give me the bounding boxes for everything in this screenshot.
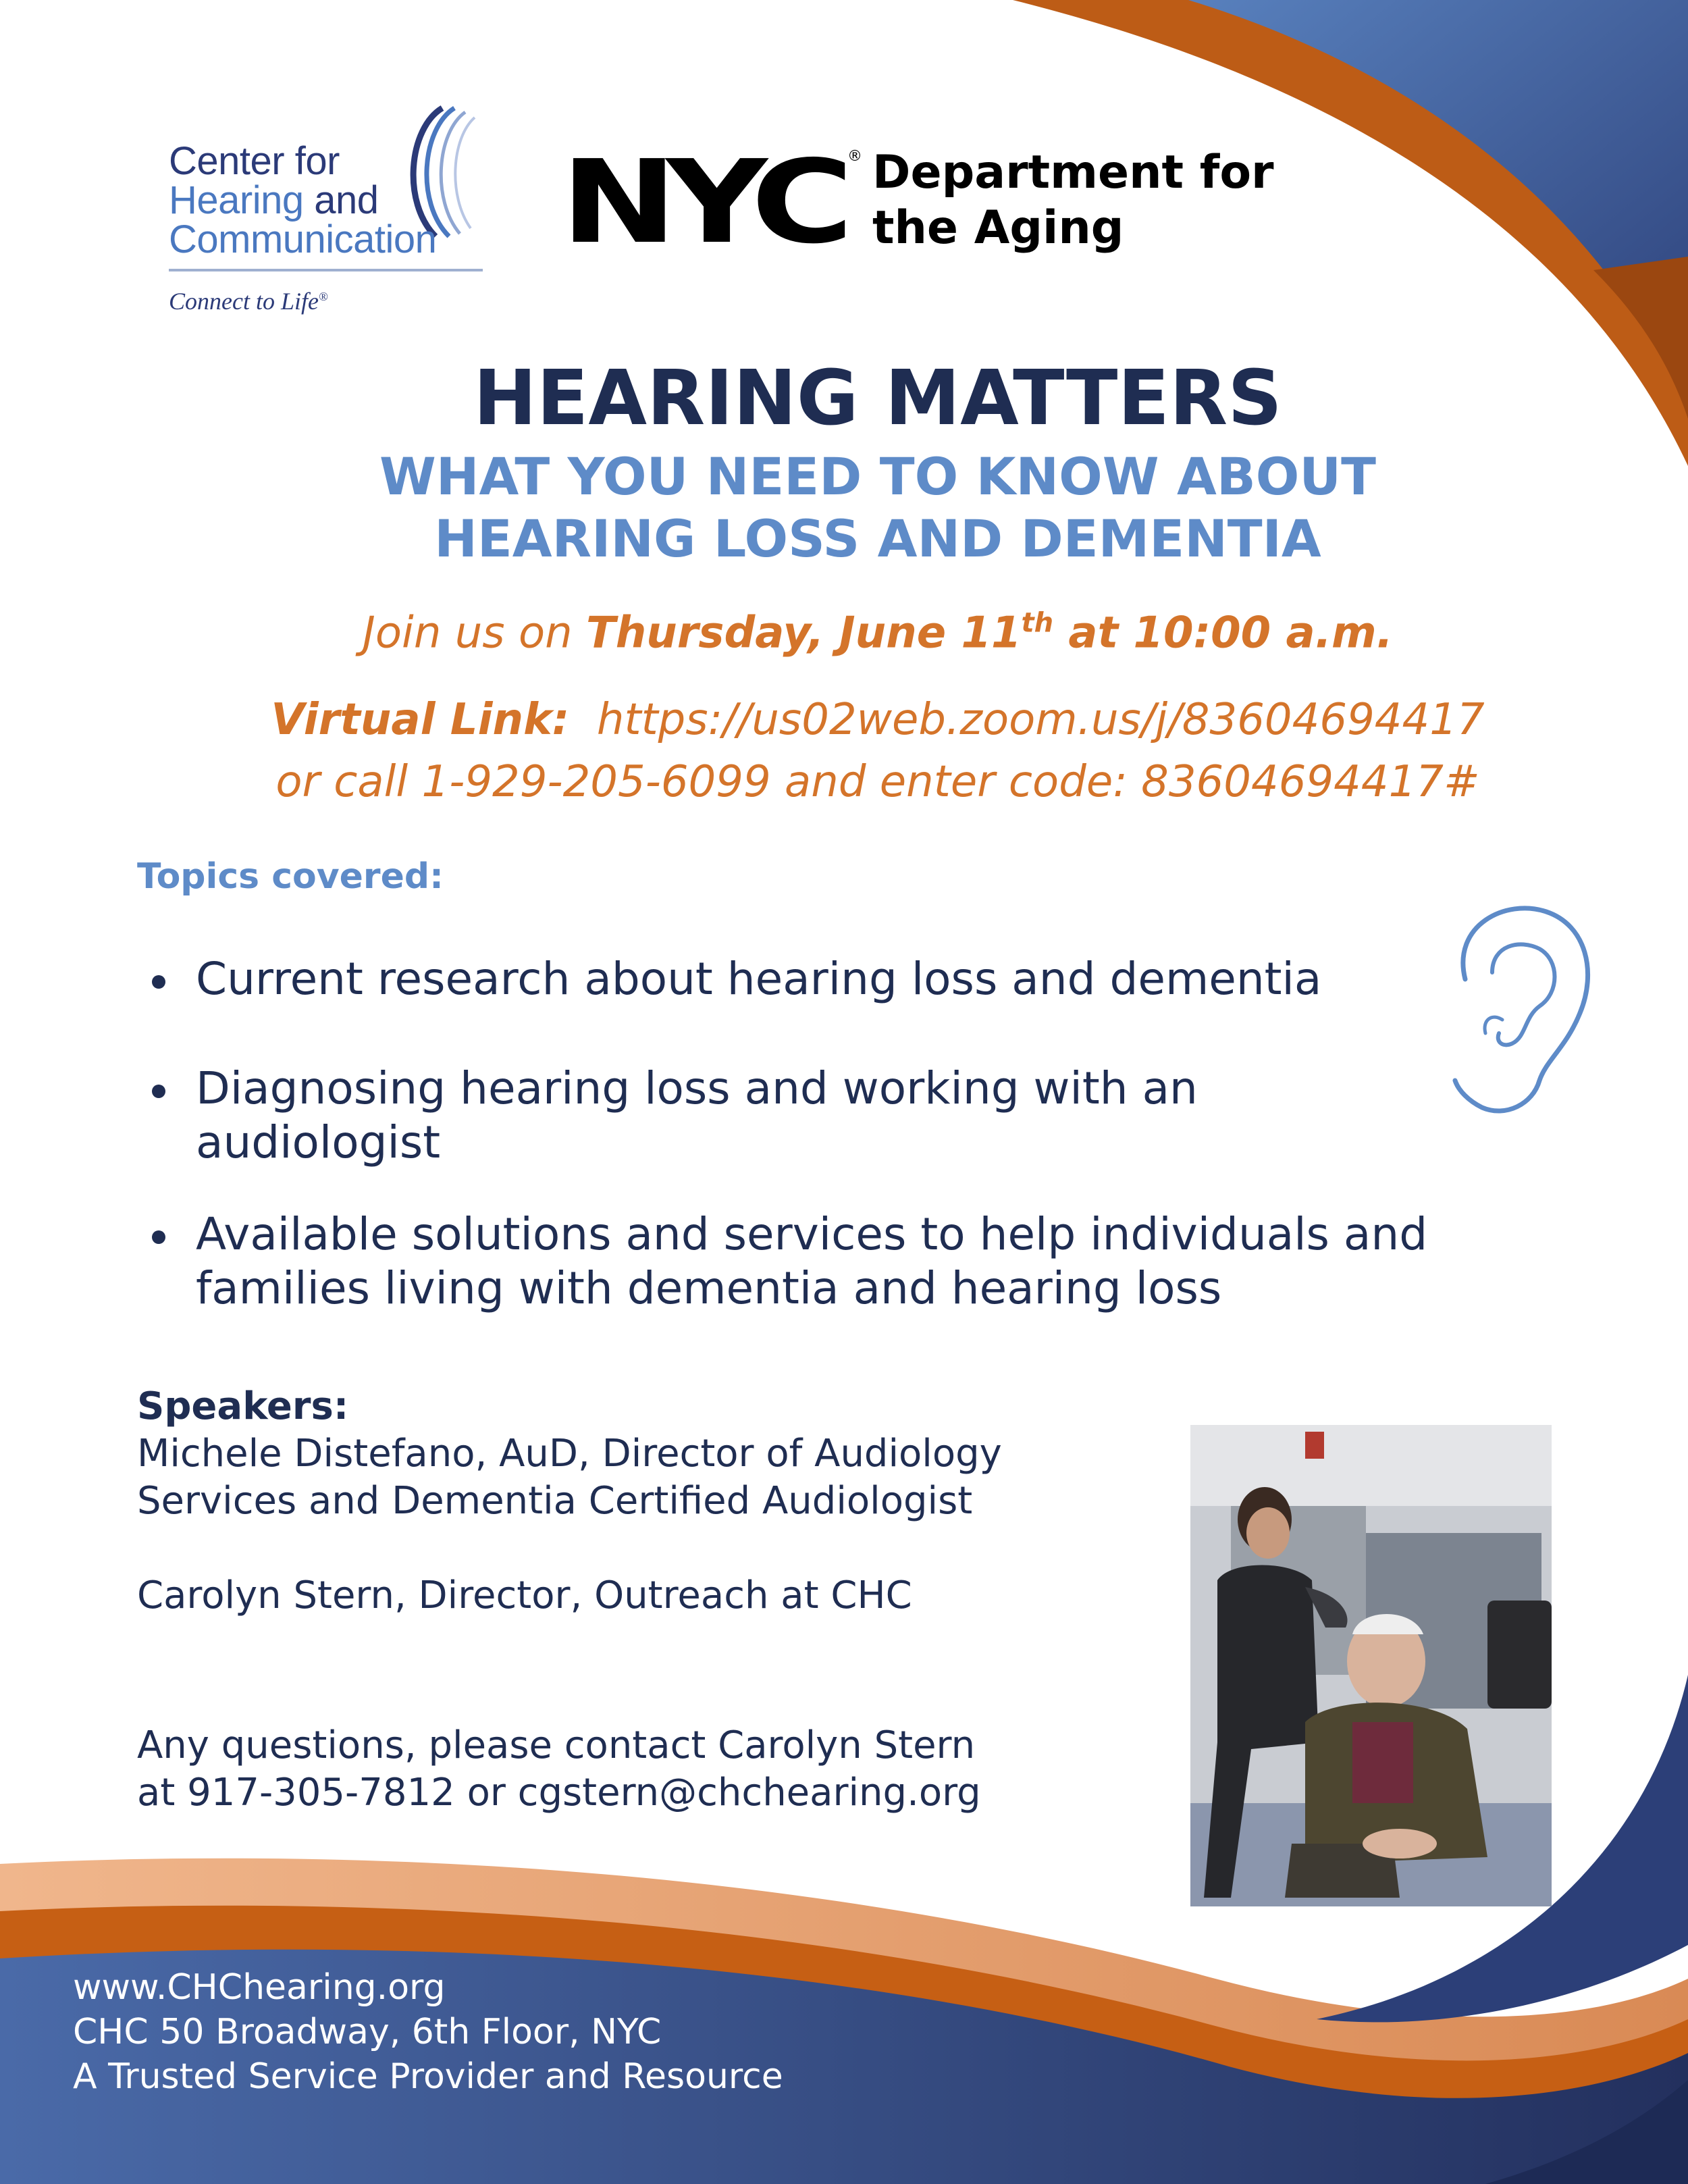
- nyc-dept-line1: Department for: [872, 146, 1274, 199]
- nyc-wordmark: NYC: [560, 136, 843, 269]
- topics-heading: Topics covered:: [137, 856, 444, 897]
- topic-text: Diagnosing hearing loss and working with an audiologist: [196, 1062, 1198, 1168]
- speaker1-line2: Services and Dementia Certified Audiologist: [137, 1479, 973, 1523]
- footer-tagline: A Trusted Service Provider and Resource: [73, 2056, 783, 2097]
- bullet-dot: [152, 975, 165, 989]
- ear-icon: [1445, 898, 1600, 1121]
- event-date-line: [0, 608, 1688, 658]
- topic-text: Available solutions and services to help individuals and families living with dementia and hearing loss: [196, 1208, 1428, 1314]
- subtitle-line1: WHAT YOU NEED TO KNOW ABOUT: [379, 446, 1376, 506]
- zoom-link[interactable]: https://us02web.zoom.us/j/83604694417: [596, 695, 1485, 745]
- speakers-heading: Speakers:: [137, 1384, 349, 1428]
- footer: [73, 1965, 783, 2099]
- chc-logo-hearing: Hearing: [169, 178, 315, 222]
- join-prefix: Join us on: [363, 608, 587, 658]
- virtual-link-block: [0, 689, 1688, 813]
- spacer: [137, 1525, 1002, 1572]
- virtual-link-label: Virtual Link:: [271, 695, 570, 745]
- speakers-section: [137, 1383, 1002, 1619]
- nyc-aging-logo: [560, 136, 1290, 269]
- chc-logo: [169, 101, 486, 324]
- event-time: at 10:00 a.m.: [1053, 608, 1393, 658]
- contact-info: [137, 1722, 981, 1817]
- nyc-dept-line2: the Aging: [872, 201, 1124, 255]
- event-day: Thursday, June 11: [586, 608, 1022, 658]
- virtual-link-line: [0, 689, 1688, 751]
- chc-logo-and: and: [314, 178, 379, 222]
- nyc-registered-mark: ®: [847, 148, 862, 165]
- chc-tagline-mark: ®: [318, 290, 328, 303]
- chc-tagline-text: Connect to Life: [169, 288, 319, 315]
- subtitle-line2: HEARING LOSS AND DEMENTIA: [434, 509, 1321, 569]
- chc-logo-rule: [169, 269, 483, 271]
- call-in-line: or call 1-929-205-6099 and enter code: 83604694417#: [275, 757, 1480, 807]
- bullet-dot: [152, 1085, 165, 1098]
- audiologist-photo: [1190, 1425, 1552, 1906]
- topic-text: Current research about hearing loss and dementia: [196, 953, 1322, 1005]
- event-day-suffix: th: [1021, 608, 1054, 639]
- bullet-dot: [152, 1230, 165, 1244]
- chc-logo-line3: Communication: [169, 217, 437, 261]
- page-subtitle: [0, 446, 1688, 570]
- nyc-department-name: [872, 145, 1274, 256]
- chc-logo-line1: Center for: [169, 139, 340, 183]
- footer-address: CHC 50 Broadway, 6th Floor, NYC: [73, 2012, 662, 2052]
- footer-website[interactable]: www.CHChearing.org: [73, 1967, 446, 2008]
- contact-line1: Any questions, please contact Carolyn Stern: [137, 1723, 976, 1767]
- chc-logo-line2: [169, 178, 379, 222]
- chc-tagline: [169, 287, 328, 315]
- speaker2: Carolyn Stern, Director, Outreach at CHC: [137, 1574, 912, 1617]
- speaker1-line1: Michele Distefano, AuD, Director of Audiology: [137, 1432, 1002, 1476]
- contact-line2: at 917-305-7812 or cgstern@chchearing.org: [137, 1771, 981, 1815]
- page-title: HEARING MATTERS: [473, 355, 1282, 442]
